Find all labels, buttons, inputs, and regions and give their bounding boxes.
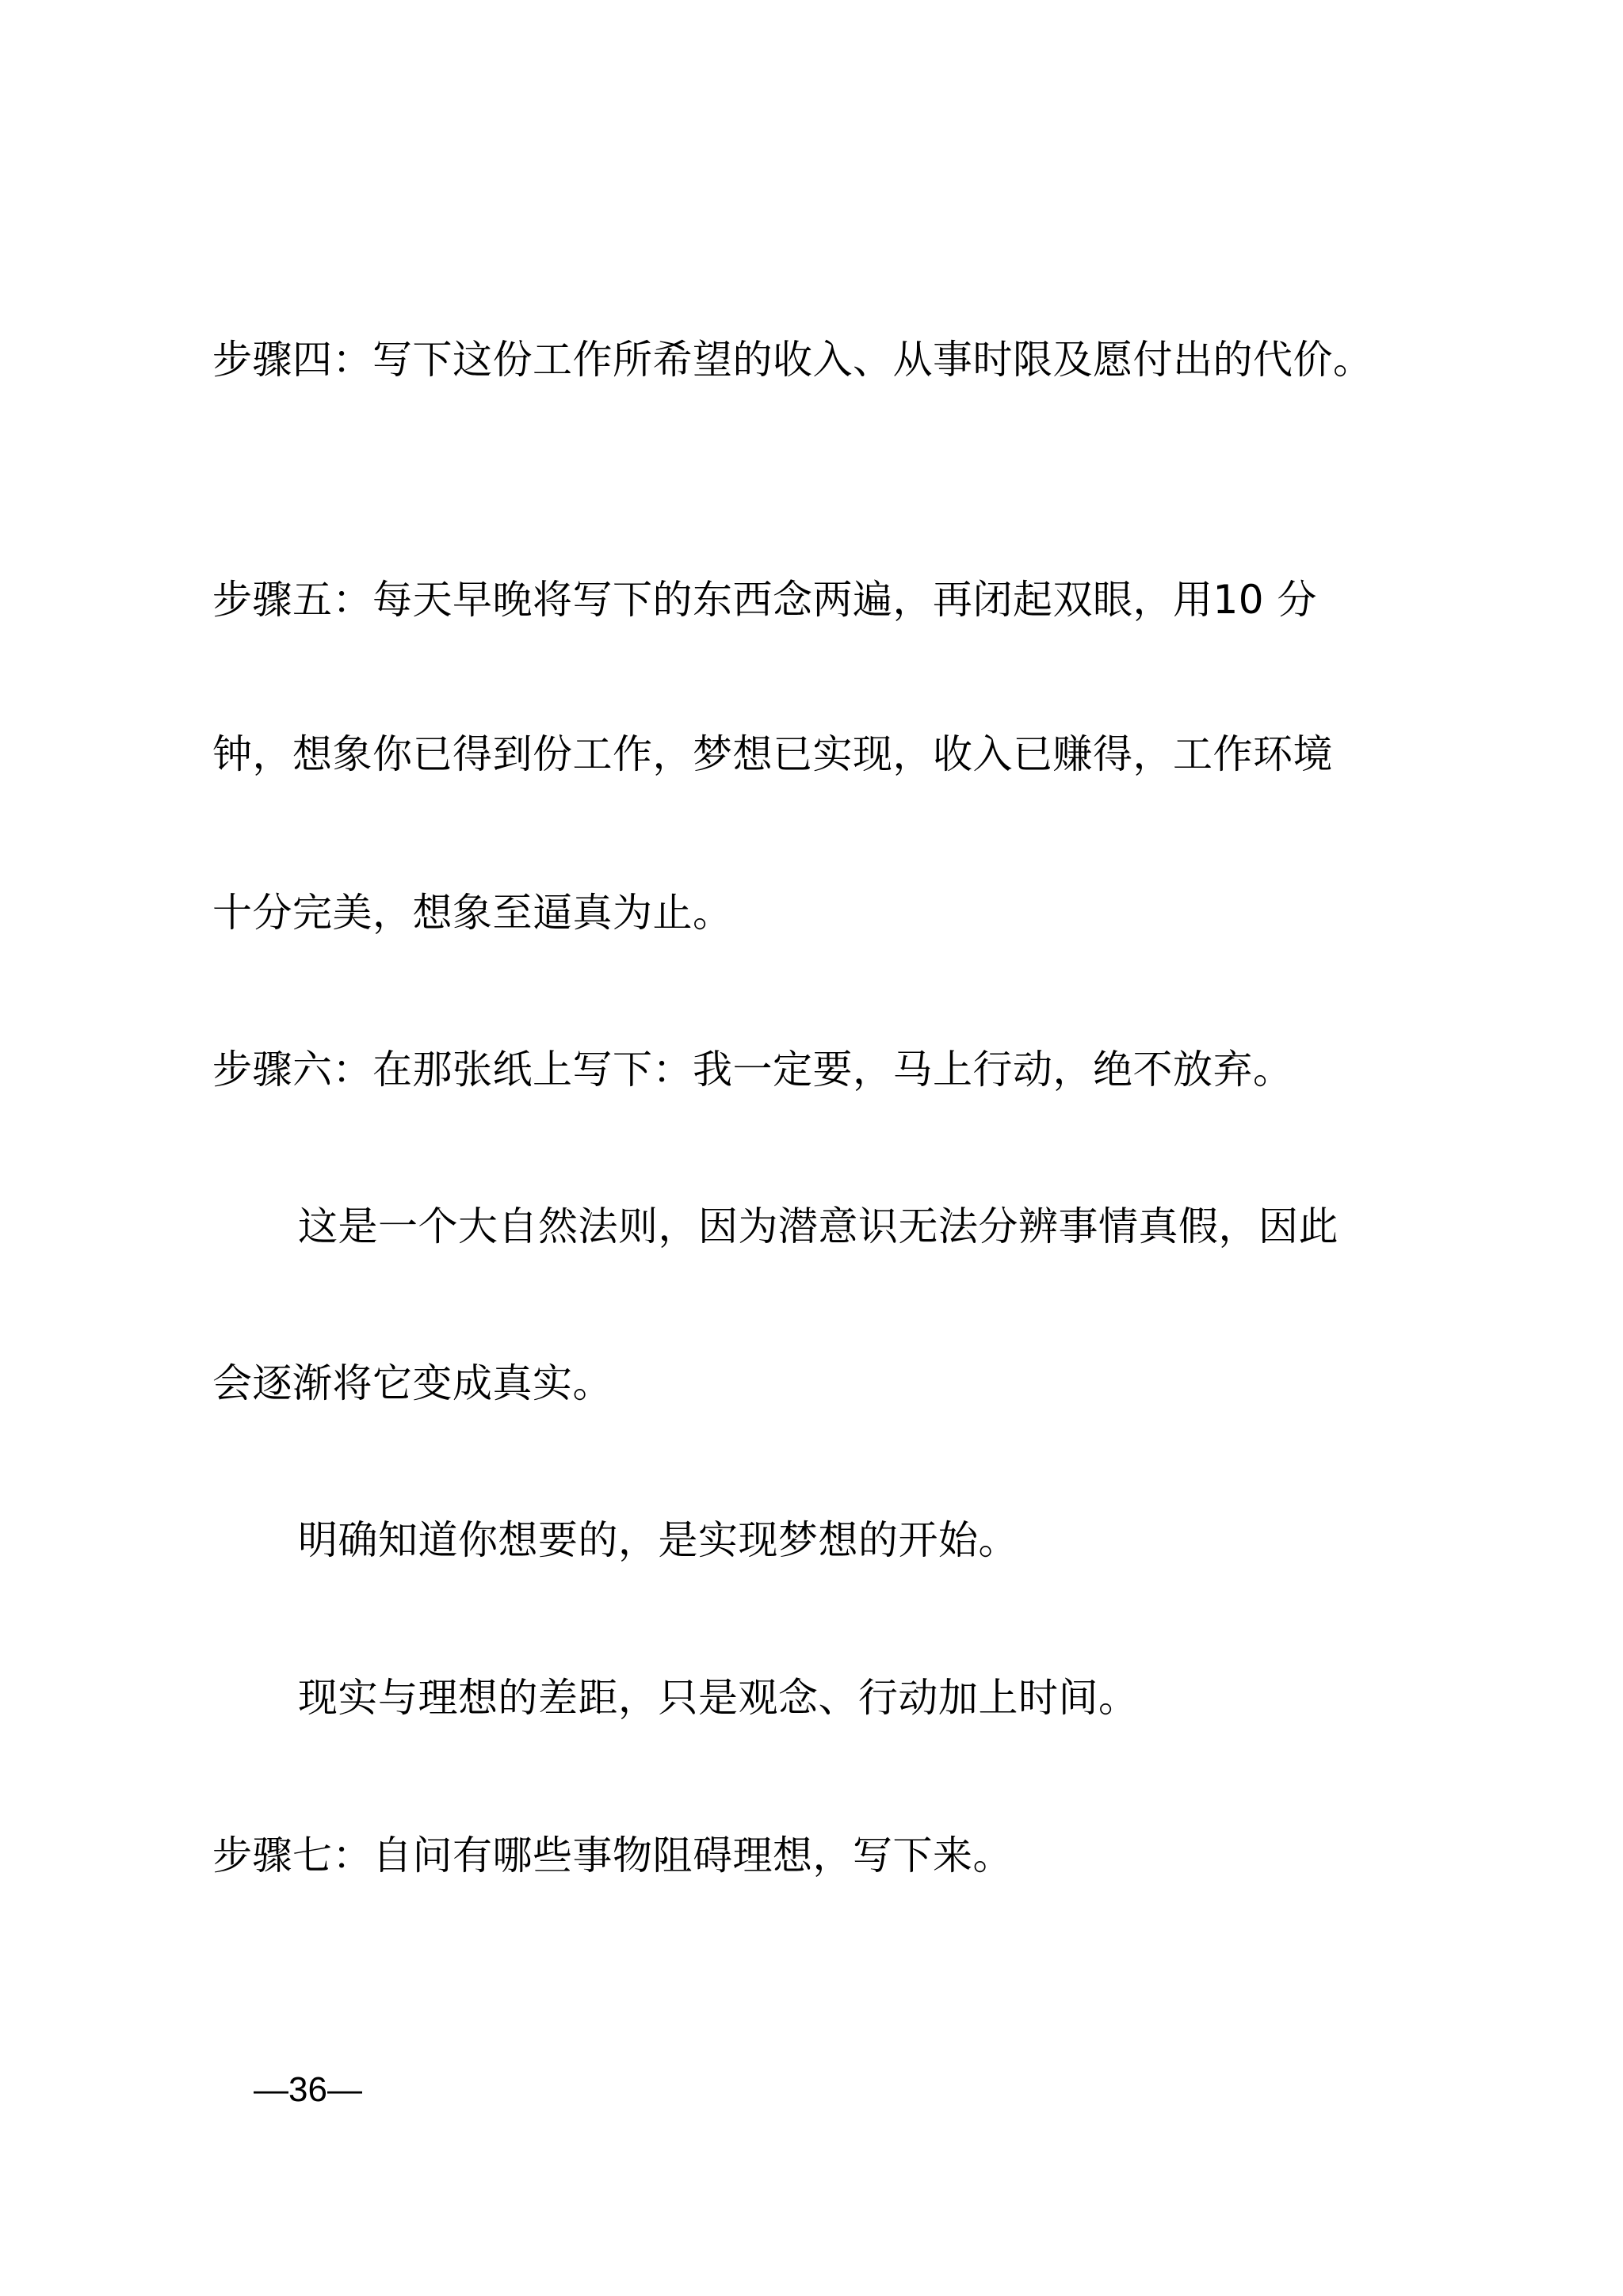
paragraph-law-line-1: 这是一个大自然法则，因为潜意识无法分辨事情真假，因此 [298,1203,1338,1249]
step-seven-line: 步骤七：自问有哪些事物阻碍理想，写下来。 [212,1833,1013,1878]
step-five-line-2: 钟，想象你已得到份工作，梦想已实现，收入已赚得，工作环境 [212,731,1333,777]
paragraph-gap: 现实与理想的差距，只是观念、行动加上时间。 [298,1675,1139,1721]
step-five-line-1: 步骤五：每天早晚将写下的东西念两遍，再闭起双眼，用10 分 [212,577,1318,623]
page-number: —36— [254,2070,362,2109]
step-six-line: 步骤六：在那张纸上写下：我一定要，马上行动，绝不放弃。 [212,1047,1293,1093]
paragraph-clarity: 明确知道你想要的，是实现梦想的开始。 [298,1517,1018,1563]
step-five-line-3: 十分完美，想象至逼真为止。 [212,890,733,936]
step-four-line: 步骤四：写下这份工作所希望的收入、从事时限及愿付出的代价。 [212,337,1373,383]
paragraph-law-line-2: 会逐渐将它变成真实。 [212,1360,613,1406]
